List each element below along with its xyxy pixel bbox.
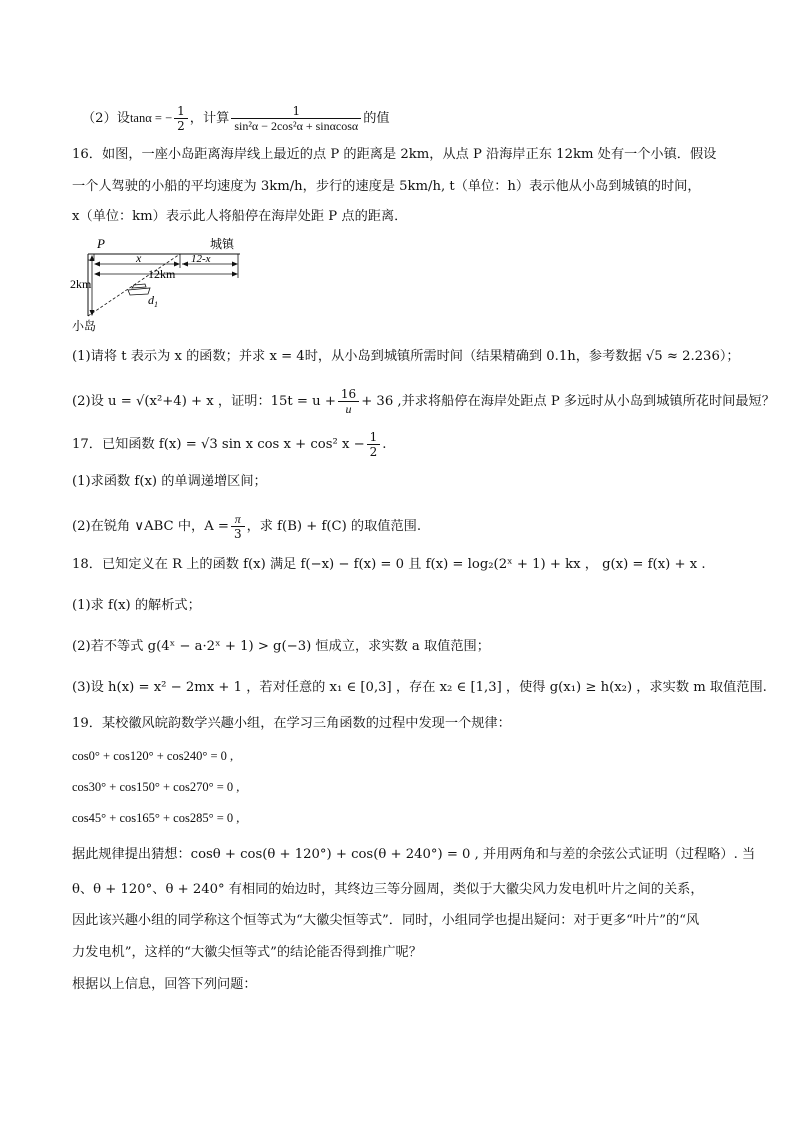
problem-18-stem: 18．已知定义在 R 上的函数 f(x) 满足 f(−x) − f(x) = 0 且 f(x) = log₂(2ˣ + 1) + kx ， g(x) = f(x) + x . — [72, 557, 706, 572]
part-label: （2）设 — [82, 111, 130, 126]
label-12km: 12km — [148, 267, 176, 281]
problem-15-part-2 — [82, 104, 390, 133]
stem-numerator: 1 — [367, 430, 381, 445]
expression-fraction — [231, 104, 361, 133]
label-d1 — [148, 293, 158, 309]
tan-denominator: 2 — [177, 119, 185, 133]
tan-expression: tanα = − — [129, 111, 173, 125]
q2-suffix: ，求 f(B) + f(C) 的取值范围. — [246, 519, 422, 534]
problem-18-question-1: (1)求 f(x) 的解析式； — [72, 598, 201, 613]
identity-3: cos45° + cos165° + cos285° = 0 , — [72, 811, 240, 825]
problem-17-stem — [72, 430, 387, 459]
problem-17-question-1: (1)求函数 f(x) 的单调递增区间； — [72, 474, 267, 489]
island-coast-diagram — [70, 234, 250, 334]
problem-18-question-2: (2)若不等式 g(4ˣ − a·2ˣ + 1) > g(−3) 恒成立，求实数 a 取值范围； — [72, 639, 490, 654]
problem-16-line-2: 一个人驾驶的小船的平均速度为 3km/h，步行的速度是 5km/h, t（单位：h）表示他从小岛到城镇的时间， — [72, 179, 701, 194]
stem-fraction — [367, 430, 381, 459]
problem-19-stem: 19．某校徽风皖韵数学兴趣小组，在学习三角函数的过程中发现一个规律： — [72, 716, 511, 731]
q2-prefix: (2)在锐角 ∨ABC 中，A = — [72, 519, 229, 534]
stem-denominator: 2 — [369, 445, 378, 459]
label-12-minus-x: 12-x — [191, 253, 211, 265]
label-x: x — [136, 251, 142, 265]
problem-19-closing: 根据以上信息，回答下列问题： — [72, 977, 257, 992]
label-town: 城镇 — [210, 237, 235, 251]
calc-label: ，计算 — [189, 111, 230, 126]
tan-numerator: 1 — [174, 104, 188, 119]
problem-16-line-3: x（单位：km）表示此人将船停在海岸处距 P 点的距离． — [72, 209, 408, 224]
q2-prefix: (2)设 u = √(x²+4) + x ，证明：15t = u + — [72, 394, 336, 409]
label-p: P — [97, 236, 105, 251]
angle-fraction — [231, 512, 245, 541]
problem-18-question-3: (3)设 h(x) = x² − 2mx + 1 ，若对任意的 x₁ ∈ [0,3] ，存在 x₂ ∈ [1,3] ，使得 g(x₁) ≥ h(x₂) ，求实数 m 取值范围. — [72, 680, 767, 695]
angle-numerator: π — [231, 512, 245, 527]
angle-denominator: 3 — [233, 527, 242, 541]
q2-fraction — [338, 387, 359, 416]
label-island: 小岛 — [72, 319, 97, 333]
problem-16-question-2 — [72, 387, 775, 416]
problem-16-question-1: (1)请将 t 表示为 x 的函数；并求 x = 4时，从小岛到城镇所需时间（结果精确到 0.1h，参考数据 √5 ≈ 2.236）； — [72, 349, 740, 364]
identity-2: cos30° + cos150° + cos270° = 0 , — [72, 780, 240, 794]
problem-19-paragraph-3: 因此该兴趣小组的同学称这个恒等式为“大徽尖恒等式”．同时，小组同学也提出疑问：对于更多“叶片”的“风 — [72, 913, 700, 928]
stem-prefix: 17．已知函数 f(x) = √3 sin x cos x + cos² x − — [72, 437, 365, 452]
q2-denominator: u — [345, 402, 352, 416]
value-label: 的值 — [363, 111, 390, 126]
expression-numerator: 1 — [231, 104, 361, 119]
problem-17-question-2 — [72, 512, 421, 541]
q2-numerator: 16 — [338, 387, 359, 402]
problem-19-paragraph-2: θ、θ + 120°、θ + 240° 有相同的始边时，其终边三等分圆周，类似于大徽尖风力发电机叶片之间的关系， — [72, 882, 704, 897]
problem-16-line-1: 16．如图，一座小岛距离海岸线上最近的点 P 的距离是 2km，从点 P 沿海岸正东 12km 处有一个小镇．假设 — [72, 147, 717, 162]
identity-1: cos0° + cos120° + cos240° = 0 , — [72, 749, 234, 763]
label-d-subscript: 1 — [154, 300, 158, 309]
q2-suffix: + 36 ,并求将船停在海岸处距点 P 多远时从小岛到城镇所花时间最短？ — [361, 394, 775, 409]
label-2km: 2km — [70, 277, 92, 291]
label-d: d — [148, 293, 154, 307]
expression-denominator: sin²α − 2cos²α + sinαcosα — [234, 119, 359, 133]
tan-fraction — [174, 104, 188, 133]
problem-19-paragraph-4: 力发电机”，这样的“大徽尖恒等式”的结论能否得到推广呢？ — [72, 945, 422, 960]
problem-19-paragraph-1: 据此规律提出猜想：cosθ + cos(θ + 120°) + cos(θ + 240°) = 0 , 并用两角和与差的余弦公式证明（过程略）. 当 — [72, 847, 756, 862]
stem-suffix: . — [382, 437, 387, 452]
